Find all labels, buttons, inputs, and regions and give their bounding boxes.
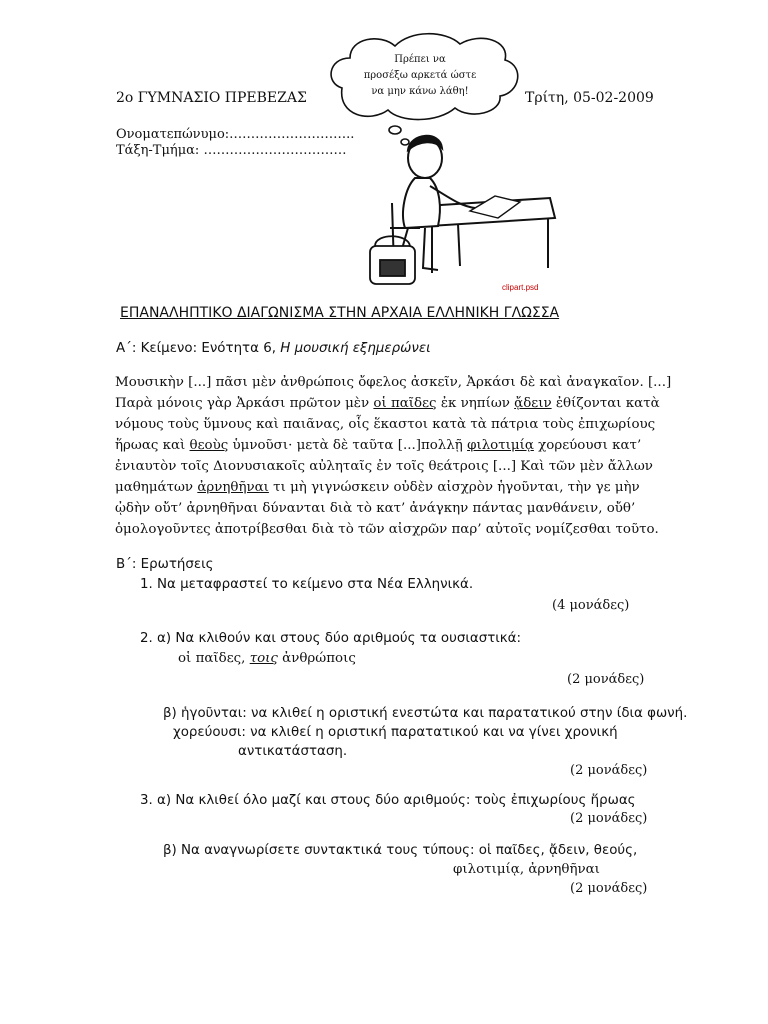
text-line: ἐνιαυτὸν τοῖς Διονυσιακοῖς αὐληταῖς ἐν τοῖς θεάτροις [...] Καὶ τῶν μὲν ἄλλων bbox=[115, 459, 653, 474]
class-field-label: Τάξη-Τμήμα: …………………………… bbox=[116, 143, 347, 158]
question-3b-points: (2 μονάδες) bbox=[570, 881, 648, 896]
question-2b-line3: αντικατάσταση. bbox=[238, 744, 348, 759]
question-3a: 3. α) Να κλιθεί όλο μαζί και στους δύο αριθμούς: τοὺς ἐπιχωρίους ἥρωας bbox=[140, 793, 636, 808]
text-line: Μουσικὴν [...] πᾶσι μὲν ἀνθρώποις ὄφελος ἀσκεῖν, Ἀρκάσι δὲ καὶ ἀναγκαῖον. [...] bbox=[115, 375, 672, 390]
text-line: Παρὰ μόνοις γὰρ Ἀρκάσι πρῶτον μὲν οἱ παῖδες ἐκ νηπίων ᾄδειν ἐθίζονται κατὰ bbox=[115, 396, 660, 411]
text-line: νόμους τοὺς ὕμνους καὶ παιᾶνας, οἷς ἕκαστοι κατὰ τὰ πάτρια τοὺς ἐπιχωρίους bbox=[115, 417, 656, 432]
section-b-heading: Β΄: Ερωτήσεις bbox=[116, 557, 214, 572]
text-line: μαθημάτων ἀρνηθῆναι τι μὴ γιγνώσκειν οὐδὲν αἰσχρὸν ἡγοῦνται, τὴν γε μὴν bbox=[115, 480, 640, 495]
question-2b-line1: β) ἡγοῦνται: να κλιθεί η οριστική ενεστώτα και παρατατικού στην ίδια φωνή. bbox=[163, 706, 688, 721]
school-name: 2ο ΓΥΜΝΑΣΙΟ ΠΡΕΒΕΖΑΣ bbox=[116, 90, 307, 106]
question-3b-line1: β) Να αναγνωρίσετε συντακτικά τους τύπους: οἱ παῖδες, ᾄδειν, θεούς, bbox=[163, 843, 638, 858]
question-2b-points: (2 μονάδες) bbox=[570, 763, 648, 778]
text-line: ἥρωας καὶ θεοὺς ὑμνοῦσι· μετὰ δὲ ταῦτα [...]πολλῇ φιλοτιμίᾳ χορεύουσι κατ’ bbox=[115, 438, 642, 453]
exam-title: ΕΠΑΝΑΛΗΠΤΙΚΟ ΔΙΑΓΩΝΙΣΜΑ ΣΤΗΝ ΑΡΧΑΙΑ ΕΛΛΗΝΙΚΗ ΓΛΩΣΣΑ bbox=[120, 305, 560, 321]
name-field-label: Ονοματεπώνυμο:……………………….. bbox=[116, 127, 355, 142]
text-line: ᾠδὴν οὔτ’ ἀρνηθῆναι δύνανται διὰ τὸ κατ’ ἀνάγκην πάντας μανθάνειν, οὔθ’ bbox=[115, 501, 636, 516]
exam-date: Τρίτη, 05-02-2009 bbox=[525, 90, 654, 106]
question-2a: 2. α) Να κλιθούν και στους δύο αριθμούς τα ουσιαστικά: bbox=[140, 631, 522, 646]
bubble-text: Πρέπει να προσέξω αρκετά ώστε να μην κάνω λάθη! bbox=[363, 54, 477, 97]
text-line: ὁμολογοῦντες ἀποτρίβεσθαι διὰ τὸ τῶν αἰσχρῶν παρ’ αὐτοῖς νομίζεσθαι τοῦτο. bbox=[115, 522, 659, 537]
question-2a-points: (2 μονάδες) bbox=[567, 672, 645, 687]
question-1: 1. Να μεταφραστεί το κείμενο στα Νέα Ελληνικά. bbox=[140, 577, 474, 592]
clipart-caption: clipart.psd bbox=[502, 283, 539, 292]
question-3b-line2: φιλοτιμίᾳ, ἀρνηθῆναι bbox=[453, 862, 600, 877]
question-3a-points: (2 μονάδες) bbox=[570, 811, 648, 826]
section-a-heading: Α΄: Κείμενο: Ενότητα 6, Η μουσική εξημερώνει bbox=[116, 341, 431, 356]
question-1-points: (4 μονάδες) bbox=[552, 598, 630, 613]
question-2b-line2: χορεύουσι: να κλιθεί η οριστική παρατατικού και να γίνει χρονική bbox=[173, 725, 618, 740]
question-2a-words: οἱ παῖδες, τοις ἀνθρώποις bbox=[178, 651, 356, 666]
